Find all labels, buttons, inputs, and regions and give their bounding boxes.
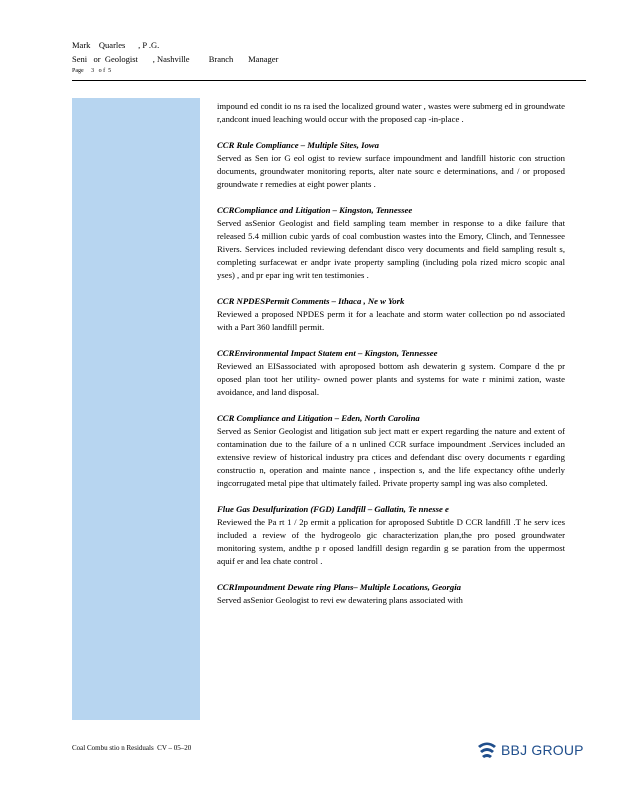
author-title: Seni or Geologist , Nashville Branch Manager [72, 54, 279, 64]
logo-mark-icon [476, 740, 498, 760]
experience-body: Reviewed a proposed NPDES perm it for a leachate and storm water collection po nd associated with a Part 360 landfill permit. [217, 309, 565, 332]
experience-body: Served as Sen ior G eol ogist to review surface impoundment and landfill historic con struction documents, groundwater monitoring reports, alter nate sourc e determinations, and / or proposed groundwate r remedies at eight power plants . [217, 153, 565, 189]
experience-title: CCR Rule Compliance – Multiple Sites, Iowa [217, 140, 379, 150]
experience-block [217, 347, 565, 399]
page-number: Page 3 o f 5 [72, 68, 112, 74]
sidebar-panel [72, 98, 200, 720]
experience-body: Served as Senior Geologist and litigation sub ject matt er expert regarding the nature and extent of contamination due to the failure of a n unlined CCR surface impoundment .Services included an extensive review of historical industry pra ctices and defendant disc overy documents r egarding constructio n, operation and mainte nance , inspection s, and the life expectancy ofthe underly ingcorrugated metal pipe that ultimately failed. Private property sampl ing was also completed. [217, 426, 565, 488]
experience-block [217, 412, 565, 490]
experience-body: Reviewed an EISassociated with aproposed bottom ash dewaterin g system. Compare d the pr oposed plan toot her utility- owned power plants and systems for wate r minimi zation, waste avoidance, and land disposal. [217, 361, 565, 397]
footer-document-label: Coal Combu stio n Residuals CV – 05–20 [72, 744, 192, 752]
experience-title: CCRCompliance and Litigation – Kingston, Tennessee [217, 205, 413, 215]
experience-block [217, 503, 565, 568]
experience-title: CCREnvironmental Impact Statem ent – Kingston, Tennessee [217, 348, 438, 358]
header-divider [72, 80, 586, 81]
experience-content [217, 100, 565, 620]
experience-body: Served asSenior Geologist to revi ew dewatering plans associated with [217, 595, 463, 605]
experience-body: Served asSenior Geologist and field sampling team member in response to a dike failure that released 5.4 million cubic yards of coal combustion wastes into the Emory, Clinch, and Tennessee Rivers. Services included reviewing defendant disco very documents and field sampling result s, completing surfacewat er andpr ivate property sampling (including pola rized micro scopic anal yses) , and pr epar ing writ ten testimonies . [217, 218, 565, 280]
experience-title: CCRImpoundment Dewate ring Plans– Multiple Locations, Georgia [217, 582, 462, 592]
experience-block [217, 204, 565, 282]
experience-block [217, 581, 565, 607]
experience-title: CCR NPDESPermit Comments – Ithaca , Ne w York [217, 296, 405, 306]
experience-title: CCR Compliance and Litigation – Eden, North Carolina [217, 413, 420, 423]
experience-title: Flue Gas Desulfurization (FGD) Landfill – Gallatin, Te nnesse e [217, 504, 449, 514]
experience-block [217, 295, 565, 334]
experience-body: Reviewed the Pa rt 1 / 2p ermit a pplication for aproposed Subtitle D CCR landfill .T he serv ices included a review of the hydrogeolo gic characterization plan,the pro posed groundwater monitoring system, andthe p r oposed landfill design regardin g se paration from the uppermost aquif er and lea chate control . [217, 517, 565, 566]
experience-block [217, 139, 565, 191]
author-name: Mark Quarles , P .G. [72, 40, 160, 50]
page-header [72, 38, 572, 76]
experience-body: impound ed condit io ns ra ised the localized ground water , wastes were submerg ed in groundwate r,andcont inued leaching would occur with the proposed cap -in-place . [217, 101, 565, 124]
company-logo [476, 740, 584, 760]
experience-block [217, 100, 565, 126]
logo-text: BBJ GROUP [501, 742, 584, 758]
